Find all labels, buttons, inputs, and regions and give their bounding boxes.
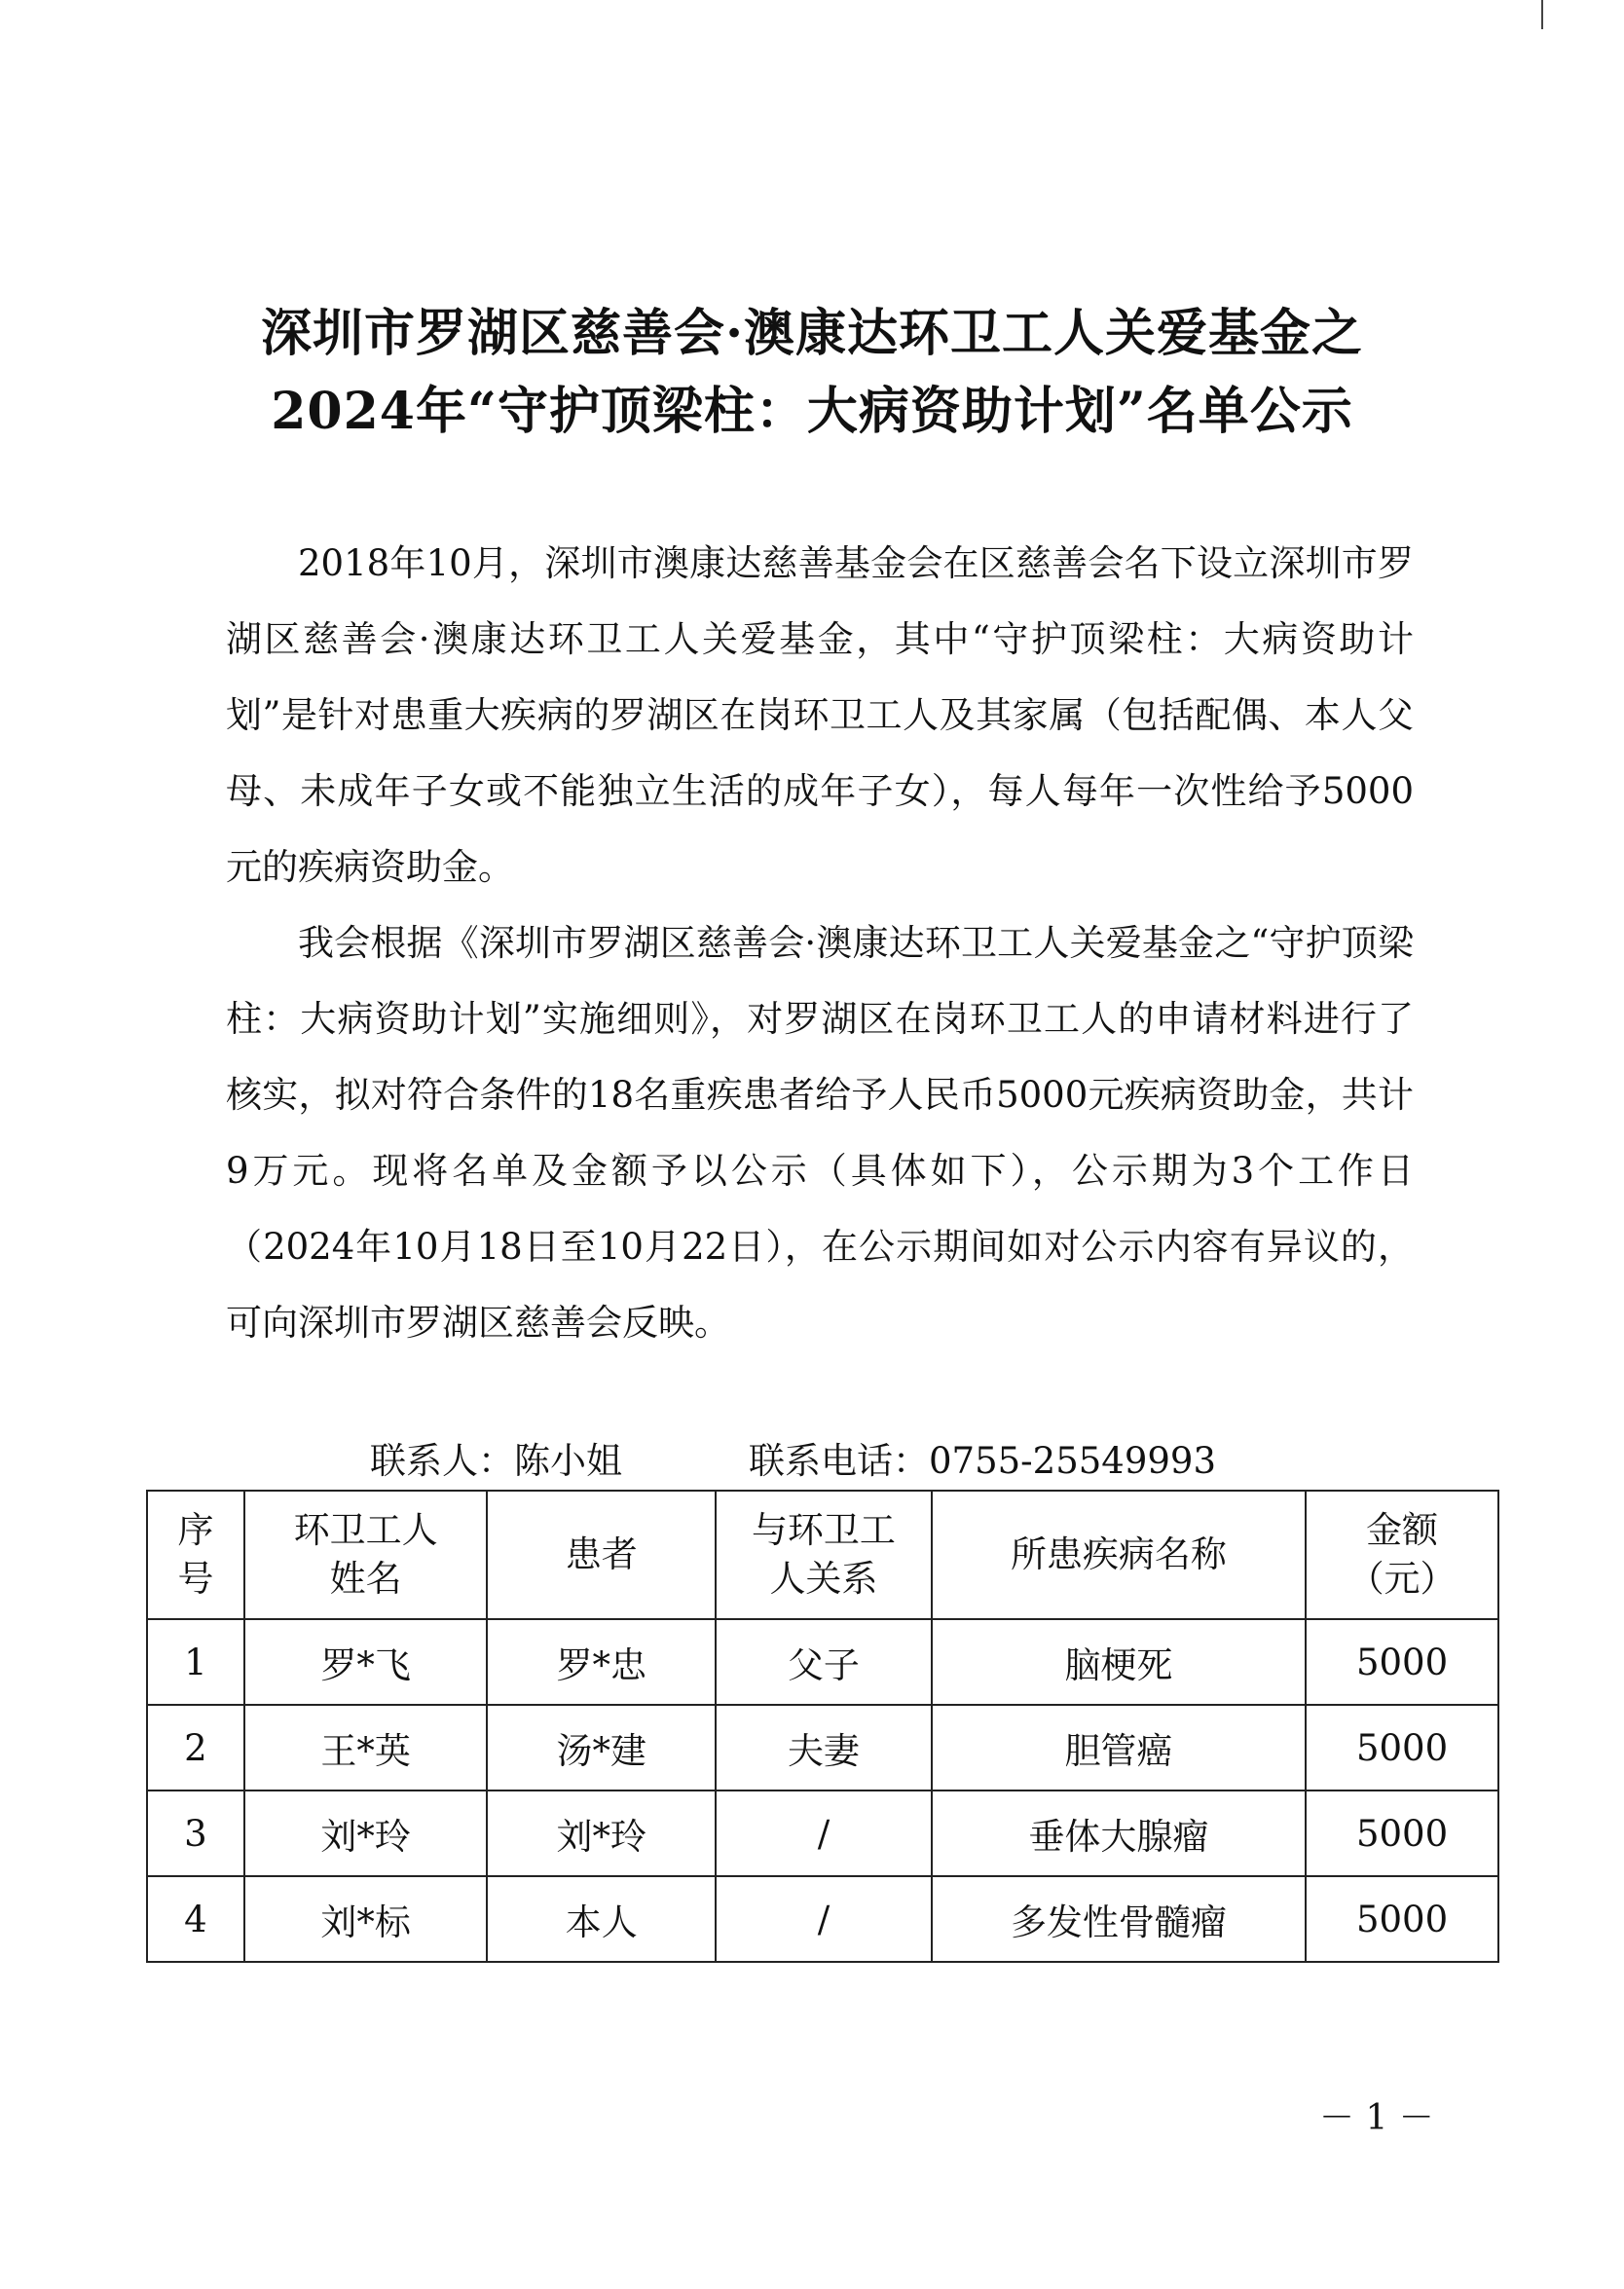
cell-relation: 夫妻 <box>716 1705 932 1791</box>
table-row <box>147 1705 1498 1791</box>
header-seq: 序 号 <box>147 1491 244 1619</box>
contact-person: 联系人：陈小姐 <box>370 1440 622 1482</box>
cell-amount: 5000 <box>1306 1705 1498 1791</box>
paragraph-1: 2018年10月，深圳市澳康达慈善基金会在区慈善会名下设立深圳市罗湖区慈善会·澳康达环卫工人关爱基金，其中“守护顶梁柱：大病资助计划”是针对患重大疾病的罗湖区在岗环卫工人及其家属（包括配偶、本人父母、未成年子女或不能独立生活的成年子女），每人每年一次性给予5000元的疾病资助金。 <box>226 542 1414 888</box>
cell-disease: 胆管癌 <box>932 1705 1306 1791</box>
cell-relation: 父子 <box>716 1619 932 1705</box>
cell-patient: 汤*建 <box>487 1705 716 1791</box>
document-title-line-2: 2024年“守护顶梁柱：大病资助计划”名单公示 <box>271 382 1353 441</box>
cell-seq: 3 <box>147 1791 244 1876</box>
paragraph-2: 我会根据《深圳市罗湖区慈善会·澳康达环卫工人关爱基金之“守护顶梁柱：大病资助计划”实施细则》，对罗湖区在岗环卫工人的申请材料进行了核实，拟对符合条件的18名重疾患者给予人民币5000元疾病资助金，共计9万元。现将名单及金额予以公示（具体如下），公示期为3个工作日（2024年10月18日至10月22日），在公示期间如对公示内容有异议的，可向深圳市罗湖区慈善会反映。 <box>226 922 1414 1344</box>
cell-patient: 罗*忠 <box>487 1619 716 1705</box>
table-header-row <box>147 1491 1498 1619</box>
header-worker-name: 环卫工人 姓名 <box>244 1491 488 1619</box>
cell-relation: / <box>716 1791 932 1876</box>
table-row <box>147 1619 1498 1705</box>
cell-disease: 垂体大腺瘤 <box>932 1791 1306 1876</box>
contact-line <box>370 1431 1216 1484</box>
cell-patient: 刘*玲 <box>487 1791 716 1876</box>
cell-amount: 5000 <box>1306 1791 1498 1876</box>
document-title-line-1: 深圳市罗湖区慈善会·澳康达环卫工人关爱基金之 <box>260 304 1364 363</box>
cell-seq: 2 <box>147 1705 244 1791</box>
cell-seq: 4 <box>147 1876 244 1962</box>
cell-amount: 5000 <box>1306 1876 1498 1962</box>
cell-patient: 本人 <box>487 1876 716 1962</box>
scan-edge-line <box>1541 0 1543 29</box>
table-row <box>147 1876 1498 1962</box>
cell-disease: 多发性骨髓瘤 <box>932 1876 1306 1962</box>
recipient-table <box>146 1490 1499 1963</box>
header-relation: 与环卫工 人关系 <box>716 1491 932 1619</box>
cell-worker: 王*英 <box>244 1705 488 1791</box>
table-row <box>147 1791 1498 1876</box>
document-body <box>226 526 1414 1361</box>
cell-relation: / <box>716 1876 932 1962</box>
header-patient: 患者 <box>487 1491 716 1619</box>
cell-worker: 罗*飞 <box>244 1619 488 1705</box>
header-amount: 金额 （元） <box>1306 1491 1498 1619</box>
cell-seq: 1 <box>147 1619 244 1705</box>
cell-disease: 脑梗死 <box>932 1619 1306 1705</box>
contact-phone: 联系电话：0755-25549993 <box>749 1440 1216 1482</box>
cell-amount: 5000 <box>1306 1619 1498 1705</box>
cell-worker: 刘*标 <box>244 1876 488 1962</box>
header-disease: 所患疾病名称 <box>932 1491 1306 1619</box>
page-number: － 1 － <box>1319 2098 1434 2138</box>
cell-worker: 刘*玲 <box>244 1791 488 1876</box>
